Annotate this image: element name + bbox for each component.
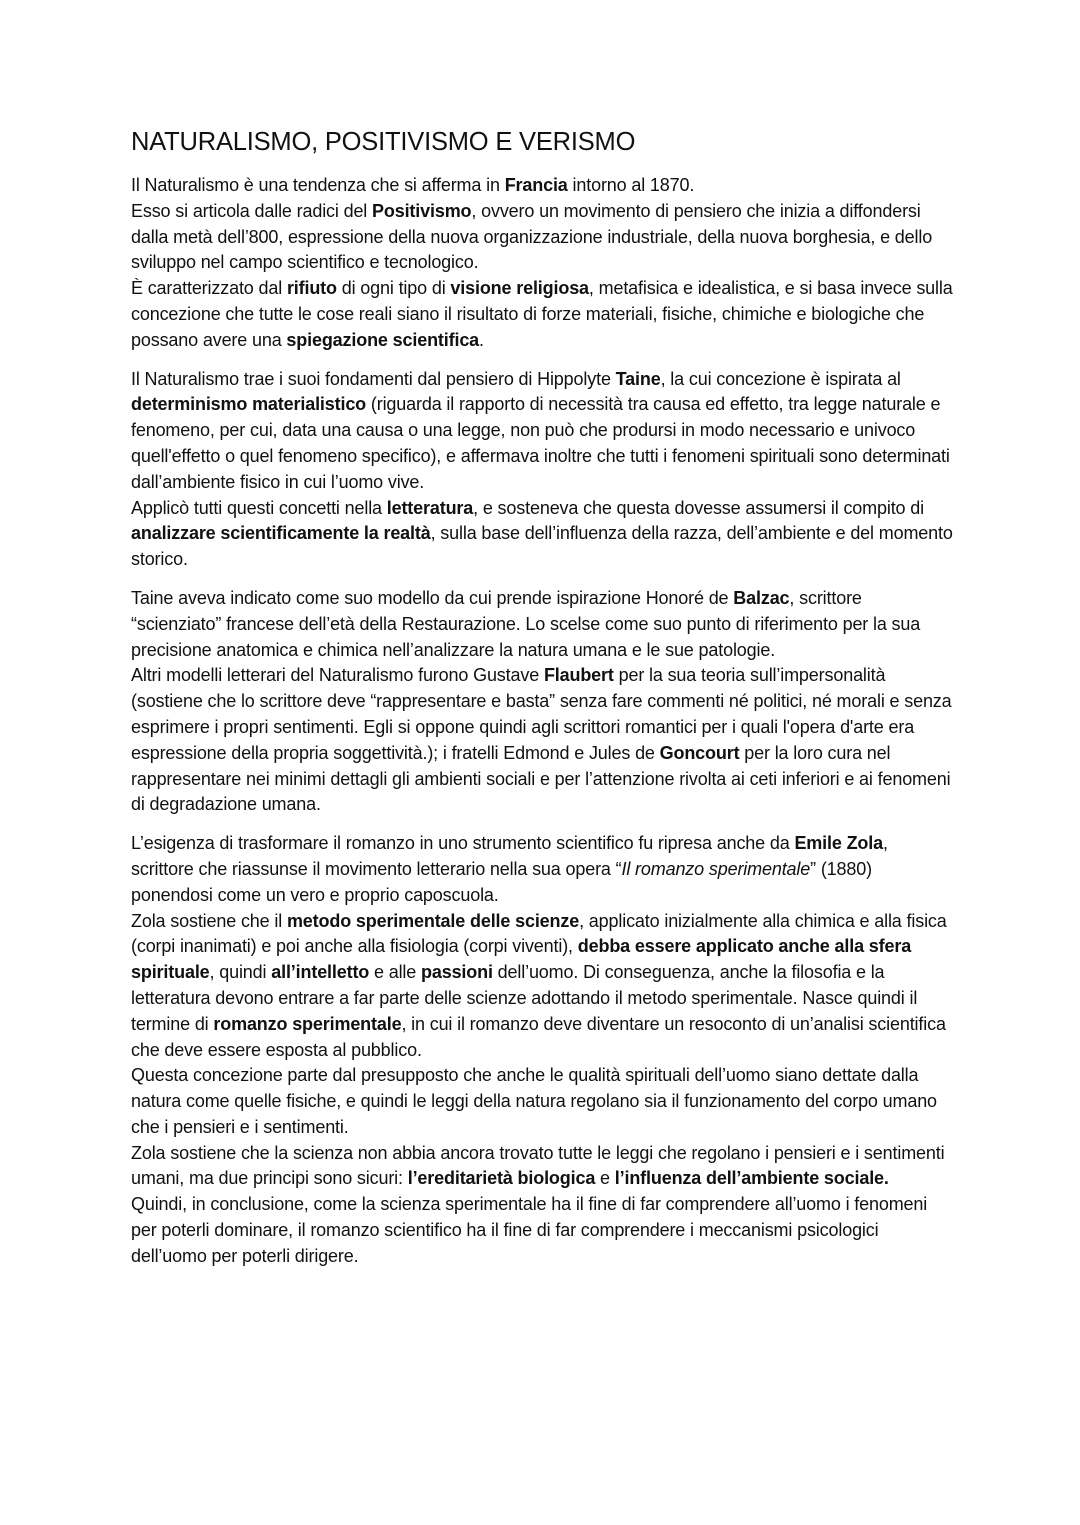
bold-text: l’ereditarietà biologica bbox=[407, 1168, 596, 1189]
bold-text: letteratura bbox=[386, 497, 474, 518]
bold-text: Balzac bbox=[733, 587, 790, 608]
bold-text: determinismo materialistico bbox=[131, 394, 367, 415]
text-run: Applicò tutti questi concetti nella bbox=[131, 497, 387, 518]
paragraph-taine bbox=[131, 367, 953, 573]
bold-text: Emile Zola bbox=[794, 833, 883, 854]
bold-text: Francia bbox=[504, 175, 568, 195]
text-run: , scrittore che riassunse il movimento letterario nella sua opera “ bbox=[131, 833, 888, 879]
text-run: , metafisica e idealistica, e si basa invece sulla concezione che tutte le cose reali siano il risultato di forze materiali, fisiche, chimiche e biologiche che possano avere una bbox=[131, 278, 953, 350]
text-run: e alle bbox=[369, 962, 421, 983]
document-page bbox=[131, 128, 953, 1283]
text-run: . bbox=[479, 329, 484, 350]
text-run: Altri modelli letterari del Naturalismo furono Gustave bbox=[131, 665, 544, 686]
paragraph-balzac-flaubert-goncourt bbox=[131, 586, 953, 818]
bold-text: Flaubert bbox=[543, 665, 614, 686]
text-run: , la cui concezione è ispirata al bbox=[660, 368, 901, 389]
text-run: di ogni tipo di bbox=[336, 278, 451, 299]
text-run: intorno al 1870. bbox=[567, 175, 695, 195]
text-run: , sulla base dell’influenza della razza, dell’ambiente e del momento storico. bbox=[131, 523, 953, 570]
bold-text: Goncourt bbox=[659, 742, 740, 763]
italic-text: Il romanzo sperimentale bbox=[621, 858, 811, 879]
text-run: dell’uomo. Di conseguenza, anche la filosofia e la letteratura devono entrare a far parte delle scienze adottando il metodo sperimentale. Nasce quindi il termine di bbox=[131, 962, 918, 1034]
text-run: , quindi bbox=[209, 962, 272, 983]
text-run: e bbox=[595, 1168, 615, 1189]
text-run: , scrittore “scienziato” francese dell’età della Restaurazione. Lo scelse come suo punto di riferimento per la sua precisione anatomica e chimica nell’analizzare la natura umana e le sue patologie. bbox=[131, 587, 921, 660]
text-run: , ovvero un movimento di pensiero che inizia a diffondersi dalla metà dell’800, espressione della nuova organizzazione industriale, della nuova borghesia, e dello sviluppo nel campo scientifico e tecnologico. bbox=[131, 200, 933, 273]
text-run: Taine aveva indicato come suo modello da cui prende ispirazione Honoré de bbox=[131, 587, 734, 608]
paragraph-zola bbox=[131, 831, 953, 1270]
document-title: NATURALISMO, POSITIVISMO E VERISMO bbox=[131, 128, 636, 156]
text-run: ” (1880) ponendosi come un vero e proprio caposcuola. bbox=[131, 858, 872, 905]
text-run: Esso si articola dalle radici del bbox=[131, 200, 373, 221]
bold-text: Positivismo bbox=[372, 200, 472, 221]
bold-text: l’influenza dell’ambiente sociale. bbox=[614, 1168, 889, 1189]
bold-text: visione religiosa bbox=[450, 278, 589, 299]
bold-text: analizzare scientificamente la realtà bbox=[131, 523, 431, 544]
text-run: (riguarda il rapporto di necessità tra causa ed effetto, tra legge naturale e fenomeno, per cui, data una causa o una legge, non può che prodursi in modo necessario e univoco quell'effetto o quel fenomeno specifico), e affermava inoltre che tutti i fenomeni spirituali sono determinati dall’ambiente fisico in cui l’uomo vive. bbox=[131, 394, 950, 492]
text-run: , e sosteneva che questa dovesse assumersi il compito di bbox=[473, 497, 924, 518]
text-run: Quindi, in conclusione, come la scienza sperimentale ha il fine di far comprendere all’uomo i fenomeni per poterli dominare, il romanzo scientifico ha il fine di far comprendere i meccanismi psicologici dell’uomo per poterli dirigere. bbox=[131, 1194, 928, 1266]
text-run: Zola sostiene che la scienza non abbia ancora trovato tutte le leggi che regolano i pensieri e i sentimenti umani, ma due principi sono sicuri: bbox=[131, 1142, 945, 1189]
text-run: per la sua teoria sull’impersonalità (sostiene che lo scrittore deve “rappresentare e basta” senza fare commenti né politici, né morali e senza esprimere i propri sentimenti. Egli si oppone quindi agli scrittori romantici per i quali l'opera d'arte era espressione della propria soggettività.); i fratelli Edmond e Jules de bbox=[131, 665, 952, 763]
text-run: È caratterizzato dal bbox=[131, 278, 287, 299]
bold-text: rifiuto bbox=[286, 278, 337, 299]
bold-text: Taine bbox=[615, 368, 661, 389]
text-run: Questa concezione parte dal presupposto che anche le qualità spirituali dell’uomo siano dettate dalla natura come quelle fisiche, e quindi le leggi della natura regolano sia il funzionamento del corpo umano che i pensieri e i sentimenti. bbox=[131, 1065, 937, 1137]
text-run: L’esigenza di trasformare il romanzo in uno strumento scientifico fu ripresa anche da bbox=[131, 833, 795, 854]
text-run: , in cui il romanzo deve diventare un resoconto di un’analisi scientifica che deve essere esposta al pubblico. bbox=[131, 1013, 946, 1060]
bold-text: passioni bbox=[421, 962, 493, 983]
bold-text: debba essere applicato anche alla sfera spirituale bbox=[131, 936, 912, 983]
text-run: Il Naturalismo è una tendenza che si afferma in bbox=[131, 175, 505, 195]
bold-text: metodo sperimentale delle scienze bbox=[286, 910, 580, 931]
text-run: , applicato inizialmente alla chimica e alla fisica (corpi inanimati) e poi anche alla fisiologia (corpi viventi), bbox=[131, 910, 947, 957]
paragraph-naturalismo-intro bbox=[131, 173, 953, 354]
bold-text: spiegazione scientifica bbox=[286, 329, 480, 350]
text-run: Zola sostiene che il bbox=[131, 910, 287, 931]
bold-text: all’intelletto bbox=[271, 962, 370, 983]
text-run: Il Naturalismo trae i suoi fondamenti dal pensiero di Hippolyte bbox=[131, 368, 616, 389]
text-run: per la loro cura nel rappresentare nei minimi dettagli gli ambienti sociali e per l’attenzione rivolta ai ceti inferiori e ai fenomeni di degradazione umana. bbox=[131, 742, 951, 815]
bold-text: romanzo sperimentale bbox=[213, 1013, 402, 1034]
